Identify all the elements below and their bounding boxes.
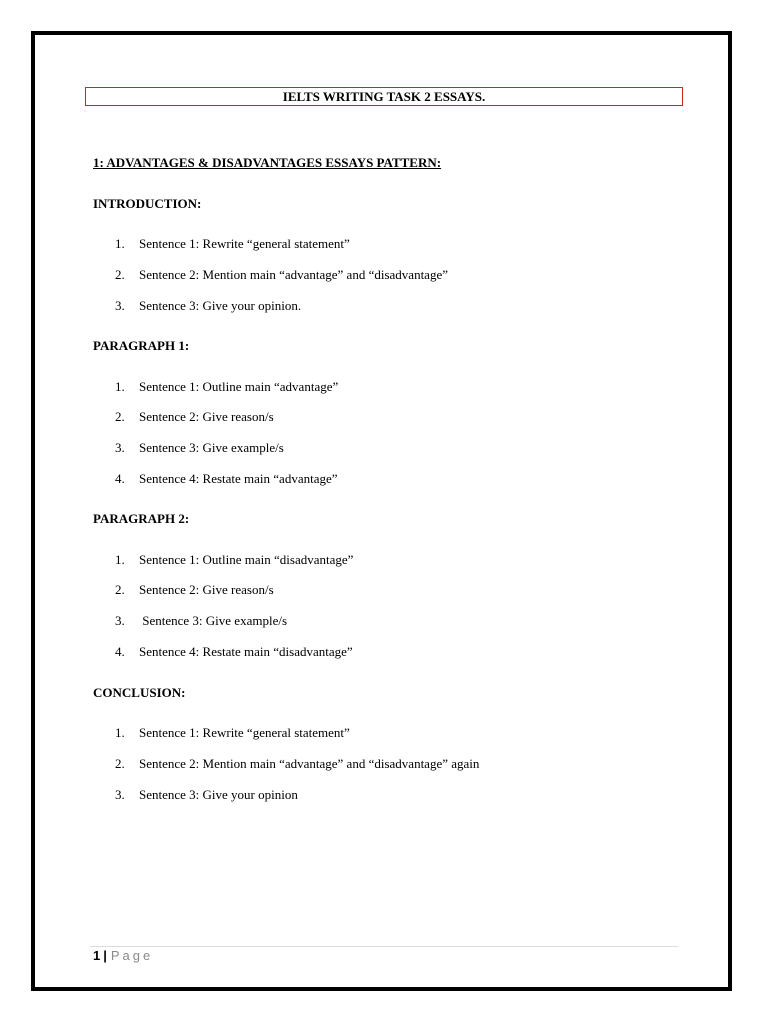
list-number: 3.	[115, 440, 125, 455]
list-number: 3.	[115, 787, 125, 802]
list-item: Sentence 3: Give your opinion.	[139, 298, 302, 313]
footer-separator: |	[103, 948, 107, 963]
list-number: 4.	[115, 644, 125, 659]
list-number: 1.	[115, 236, 125, 251]
list-number: 2.	[115, 267, 125, 282]
list-item: Sentence 1: Outline main “disadvantage”	[139, 552, 354, 567]
list-item: Sentence 3: Give your opinion	[139, 787, 298, 802]
list-item: Sentence 4: Restate main “disadvantage”	[139, 644, 353, 659]
list-number: 3.	[115, 613, 125, 628]
document-title-box	[85, 87, 683, 106]
footer-divider	[90, 946, 678, 947]
list-item: Sentence 3: Give example/s	[139, 440, 284, 455]
page-label: Page	[110, 948, 154, 963]
document-title: IELTS WRITING TASK 2 ESSAYS.	[282, 89, 486, 104]
heading-introduction: INTRODUCTION:	[93, 196, 202, 211]
heading-paragraph-1: PARAGRAPH 1:	[93, 338, 190, 353]
list-number: 1.	[115, 552, 125, 567]
list-number: 2.	[115, 756, 125, 771]
page-number: 1	[93, 948, 101, 963]
heading-paragraph-2: PARAGRAPH 2:	[93, 511, 190, 526]
section-heading: 1: ADVANTAGES & DISADVANTAGES ESSAYS PATTERN:	[93, 155, 442, 170]
list-item: Sentence 2: Give reason/s	[139, 409, 274, 424]
list-number: 1.	[115, 725, 125, 740]
list-number: 4.	[115, 471, 125, 486]
list-item: Sentence 2: Mention main “advantage” and “disadvantage” again	[139, 756, 480, 771]
list-item: Sentence 2: Mention main “advantage” and “disadvantage”	[139, 267, 448, 282]
list-item: Sentence 1: Rewrite “general statement”	[139, 236, 350, 251]
heading-conclusion: CONCLUSION:	[93, 685, 186, 700]
list-number: 1.	[115, 379, 125, 394]
list-item: Sentence 3: Give example/s	[139, 613, 288, 628]
list-item: Sentence 4: Restate main “advantage”	[139, 471, 338, 486]
list-item: Sentence 1: Rewrite “general statement”	[139, 725, 350, 740]
page-footer	[93, 948, 153, 964]
list-number: 2.	[115, 582, 125, 597]
list-item: Sentence 1: Outline main “advantage”	[139, 379, 339, 394]
list-number: 3.	[115, 298, 125, 313]
list-item: Sentence 2: Give reason/s	[139, 582, 274, 597]
list-number: 2.	[115, 409, 125, 424]
